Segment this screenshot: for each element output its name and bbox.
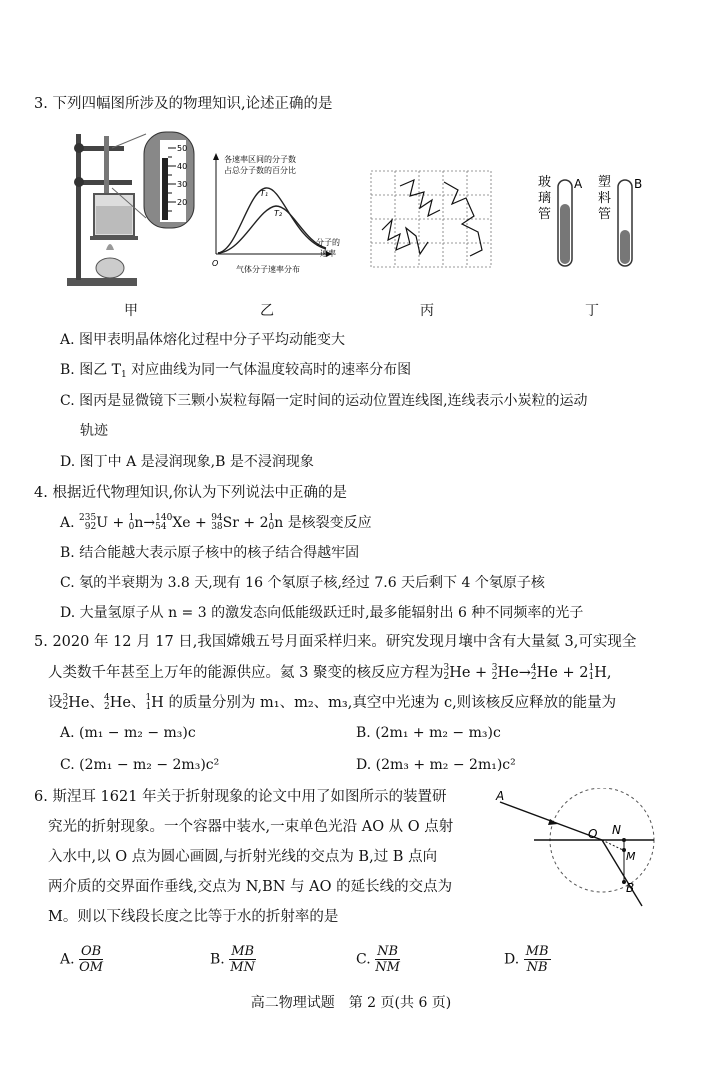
thermo-tick-50: 50 [177,144,188,153]
thermo-tick-20: 20 [177,198,188,207]
yi-curve-t1: T₁ [260,189,269,198]
ding-plastic-char-3: 管 [598,207,612,222]
q6-line4: 两介质的交界面作垂线,交点为 N,BN 与 AO 的延长线的交点为 [48,879,453,895]
q4-option-d: D. 大量氢原子从 n = 3 的激发态向低能级跃迁时,最多能辐射出 6 种不同频率的光子 [60,605,584,621]
yi-curve-t2: T₂ [274,209,283,218]
figure-label-bing: 丙 [420,303,434,319]
thermo-tick-40: 40 [177,162,188,171]
thermo-tick-30: 30 [177,180,188,189]
ding-glass-char-3: 管 [538,207,552,222]
q6-option-b: B. $\frac{MB}{MN}$ [210,944,255,975]
figure-label-yi: 乙 [260,303,274,319]
yi-xaxis-1: 分子的 [316,238,340,247]
q4-option-a: A. 235 92U + 1 0n→140 54 Xe + 94 38Sr + 21 0n 是核裂变反应 [60,513,372,532]
snell-point-m: M [626,850,636,863]
figure-yi [208,150,354,276]
q6-line3: 入水中,以 O 点为圆心画圆,与折射光线的交点为 B,过 B 点向 [48,849,438,865]
ding-tube-b: B [634,177,643,191]
q6-line2: 究光的折射现象。一个容器中装水,一束单色光沿 AO 从 O 点射 [48,819,454,835]
snell-point-a: A [496,789,505,803]
q6-line5: M。则以下线段长度之比等于水的折射率的是 [48,909,339,925]
yi-origin: O [212,259,219,268]
q4-stem: 4. 根据近代物理知识,你认为下列说法中正确的是 [34,485,348,501]
q3-option-b: B. 图乙 $T_1$ 对应曲线为同一气体温度较高时的速率分布图 [60,362,412,380]
q6-line1: 6. 斯涅耳 1621 年关于折射现象的论文中用了如图所示的装置研 [34,789,447,805]
figure-jia [62,128,202,290]
snell-point-n: N [612,823,621,837]
figure-ding [530,172,660,272]
q6-option-c: C. $\frac{NB}{NM}$ [356,944,400,975]
q5-line2: 人类数千年甚至上万年的能源供应。氦 3 聚变的核反应方程为3 2He + 3 2He→4 2He + 21 1H, [48,663,612,682]
yi-xlabel: 气体分子速率分布 [236,265,300,274]
ding-plastic-char-1: 塑 [598,175,612,190]
q5-line1: 5. 2020 年 12 月 17 日,我国嫦娥五号月面采样归来。研究发现月壤中含有大量氦 3,可实现全 [34,634,637,650]
yi-xaxis-2: 速率 [320,249,336,258]
figure-bing [370,170,492,268]
q4-option-b: B. 结合能越大表示原子核中的核子结合得越牢固 [60,545,360,561]
q5-option-a: A. (m₁ − m₂ − m₃)c [60,725,196,741]
ding-tube-a: A [574,177,583,191]
snell-point-o: O [588,827,598,841]
yi-ylabel-1: 各速率区间的分子数 [224,155,296,164]
q3-option-c-line1: C. 图丙是显微镜下三颗小炭粒每隔一定时间的运动位置连线图,连线表示小炭粒的运动 [60,393,588,409]
ding-plastic-char-2: 料 [598,191,612,206]
q4-option-c: C. 氡的半衰期为 3.8 天,现有 16 个氡原子核,经过 7.6 天后剩下 4 个氡原子核 [60,575,545,591]
q3-option-c-line2: 轨迹 [80,423,108,439]
q5-option-d: D. (2m₃ + m₂ − 2m₁)c² [356,757,516,773]
q6-option-a: A. $\frac{OB}{OM}$ [60,944,104,975]
figure-label-ding: 丁 [585,303,599,319]
page-footer: 高二物理试题 第 2 页(共 6 页) [250,995,452,1011]
q5-option-b: B. (2m₁ + m₂ − m₃)c [356,725,501,741]
q3-option-a: A. 图甲表明晶体熔化过程中分子平均动能变大 [60,332,346,348]
q3-stem: 3. 下列四幅图所涉及的物理知识,论述正确的是 [34,96,333,112]
figure-label-jia: 甲 [124,303,138,319]
snell-point-b: B [626,881,635,895]
yi-ylabel-2: 占总分子数的百分比 [224,166,296,175]
q6-option-d: D. $\frac{MB}{NB}$ [504,944,549,975]
q3-option-d: D. 图丁中 A 是浸润现象,B 是不浸润现象 [60,454,314,470]
ding-glass-char-2: 璃 [538,191,552,206]
q5-line3: 设3 2He、4 2He、1 1H 的质量分别为 m₁、m₂、m₃,真空中光速为 c,则该核反应释放的能量为 [48,693,617,712]
figure-snell [492,788,664,918]
q5-option-c: C. (2m₁ − m₂ − 2m₃)c² [60,757,220,773]
ding-glass-char-1: 玻 [538,175,552,190]
